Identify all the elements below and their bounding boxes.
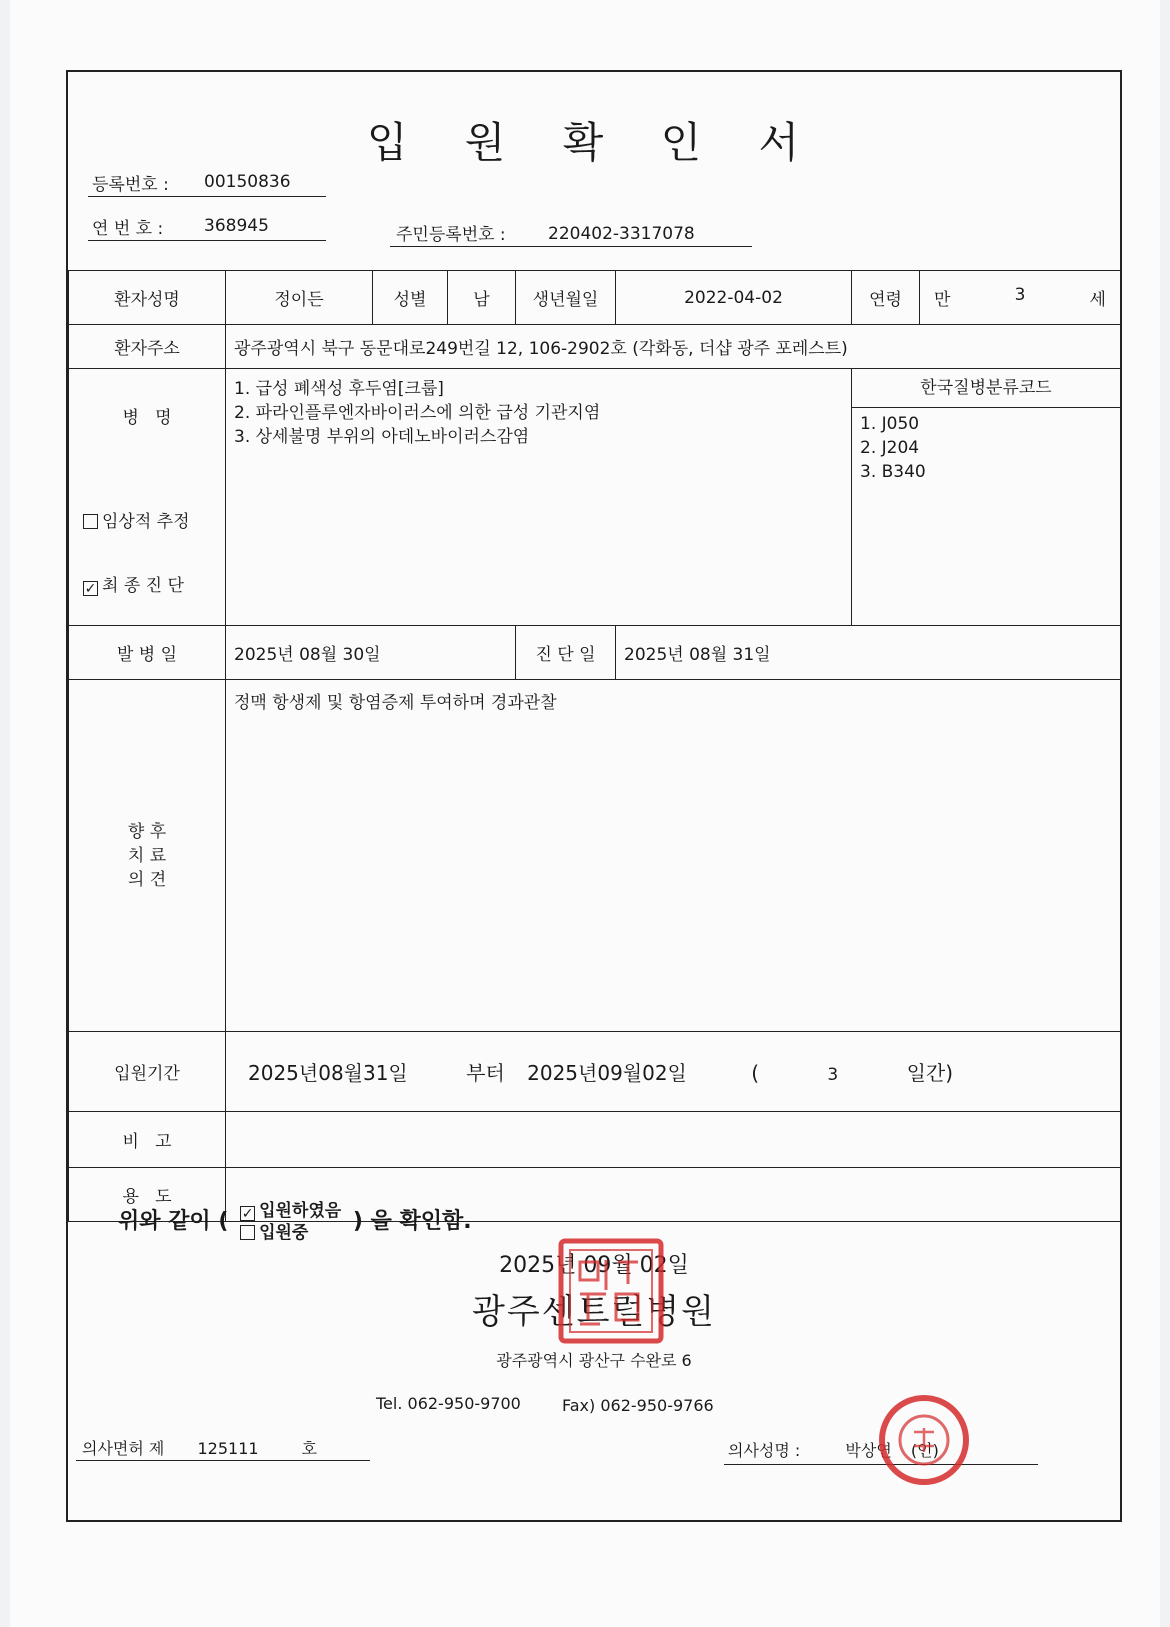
license-label: 의사면허 제 [82, 1439, 165, 1458]
doctor-label: 의사성명 : [728, 1441, 801, 1460]
age-unit: 세 [1089, 290, 1106, 310]
serial-underline [88, 240, 326, 241]
address-row [69, 325, 1121, 369]
clinical-estimate [83, 507, 190, 532]
registration-underline [88, 196, 326, 197]
serial-number [92, 214, 269, 239]
admission-to: 2025년09월02일 [527, 1061, 687, 1085]
final-label: 최 종 진 단 [102, 576, 184, 596]
registration-label: 등록번호 : [92, 175, 169, 195]
admission-period [226, 1032, 1121, 1112]
patient-name: 정이든 [226, 271, 373, 325]
remarks-row [69, 1112, 1121, 1168]
hospital-address: 광주광역시 광산구 수완로 6 [496, 1351, 692, 1370]
dates-row [69, 626, 1121, 680]
hospital-tel: Tel. 062-950-9700 [376, 1394, 521, 1413]
age-prefix: 만 [934, 290, 951, 310]
clinical-checkbox[interactable] [83, 514, 98, 529]
disease-code: 1. J050 [860, 414, 920, 434]
hospital-seal [558, 1238, 664, 1344]
diagnosis-list [226, 369, 852, 626]
patient-age [920, 271, 1121, 325]
opinion-label-line: 치 료 [127, 845, 167, 866]
opinion-label-line: 의 견 [127, 869, 167, 890]
diagnosis-date-label: 진 단 일 [516, 626, 616, 680]
issue-date: 2025년 09월 02일 [499, 1253, 689, 1278]
resident-label: 주민등록번호 : [396, 225, 506, 245]
doctor-name: 박상연 [845, 1441, 892, 1460]
age-value: 3 [1014, 285, 1026, 305]
admission-row [69, 1032, 1121, 1112]
purpose-label: 용 도 [69, 1168, 226, 1222]
diagnosis-date: 2025년 08월 31일 [616, 626, 1121, 680]
patient-row [69, 271, 1121, 325]
code-header: 한국질병분류코드 [852, 369, 1120, 408]
clinical-label: 임상적 추정 [102, 512, 190, 532]
diagnosis-label-cell [69, 369, 226, 626]
admission-days: 3 [827, 1065, 839, 1085]
confirmation-suffix: ) 을 확인함. [352, 1209, 472, 1234]
confirmation-options [240, 1200, 341, 1244]
confirmation-statement [118, 1200, 472, 1244]
final-diagnosis [83, 571, 184, 596]
remarks-label: 비 고 [69, 1112, 226, 1168]
diagnosis-item: 1. 급성 폐색성 후두염[크룹] [234, 379, 444, 399]
remarks-value [226, 1112, 1121, 1168]
admission-from-suffix: 부터 [466, 1061, 505, 1085]
inpatient-checkbox[interactable] [240, 1225, 255, 1240]
sex-label: 성별 [373, 271, 448, 325]
admitted-label: 입원하였음 [259, 1201, 342, 1221]
inpatient-label: 입원중 [259, 1223, 309, 1243]
admission-paren: ( [751, 1061, 760, 1085]
license-underline [76, 1460, 370, 1461]
document-title: 입 원 확 인 서 [366, 118, 822, 167]
patient-sex: 남 [448, 271, 516, 325]
doctor-seal [878, 1394, 970, 1486]
resident-value: 220402-3317078 [548, 224, 695, 244]
onset-date: 2025년 08월 30일 [226, 626, 516, 680]
seal-mark: (인) [910, 1441, 939, 1460]
registration-number [92, 170, 291, 195]
disease-code: 3. B340 [860, 462, 926, 482]
address-label: 환자주소 [69, 325, 226, 369]
dob-label: 생년월일 [516, 271, 616, 325]
info-table [68, 270, 1121, 1222]
hospital-name: 광주센트럴병원 [472, 1292, 716, 1332]
name-label: 환자성명 [69, 271, 226, 325]
disease-code: 2. J204 [860, 438, 920, 458]
onset-label: 발 병 일 [69, 626, 226, 680]
resident-underline [390, 246, 752, 247]
serial-value: 368945 [204, 216, 269, 236]
license-number: 125111 [197, 1439, 259, 1458]
confirmation-prefix: 위와 같이 ( [118, 1209, 229, 1234]
diagnosis-item: 2. 파라인플루엔자바이러스에 의한 급성 기관지염 [234, 403, 601, 423]
opinion-label-line: 향 후 [127, 821, 167, 842]
resident-number [396, 220, 695, 245]
diagnosis-item: 3. 상세불명 부위의 아데노바이러스감염 [234, 427, 530, 447]
license-line [82, 1436, 317, 1459]
opinion-label [69, 680, 226, 1032]
diagnosis-row [69, 369, 1121, 626]
diagnosis-label: 병 명 [122, 408, 172, 428]
admission-certificate [66, 70, 1122, 1522]
admission-label: 입원기간 [69, 1032, 226, 1112]
opinion-row [69, 680, 1121, 1032]
admission-days-suffix: 일간) [906, 1061, 954, 1085]
license-suffix: 호 [301, 1439, 318, 1458]
registration-value: 00150836 [204, 172, 291, 192]
serial-label: 연 번 호 : [92, 219, 164, 239]
age-label: 연령 [852, 271, 920, 325]
patient-address: 광주광역시 북구 동문대로249번길 12, 106-2902호 (각화동, 더샵 광주 포레스트) [226, 325, 1121, 369]
patient-dob: 2022-04-02 [616, 271, 852, 325]
hospital-fax: Fax) 062-950-9766 [562, 1396, 714, 1415]
opinion-text: 정맥 항생제 및 항염증제 투여하며 경과관찰 [226, 680, 1121, 1032]
admission-from: 2025년08월31일 [248, 1061, 408, 1085]
disease-code-cell [852, 369, 1121, 626]
admitted-checkbox[interactable]: ✓ [241, 1206, 254, 1222]
final-checkbox[interactable]: ✓ [84, 581, 97, 597]
